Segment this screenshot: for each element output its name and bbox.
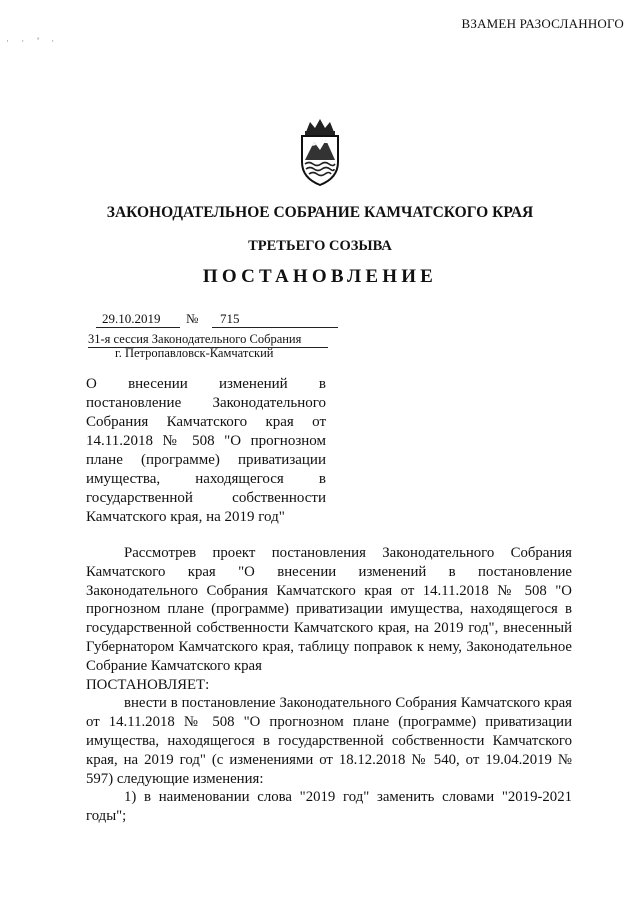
coat-of-arms-icon	[296, 116, 344, 188]
preamble-paragraph: Рассмотрев проект постановления Законодательного Собрания Камчатского края "О внесении изменений в постановление Законодательного Собрания Камчатского края от 14.11.2018 № 508 "О прогнозном плане (программе) приватизации имущества, находящегося в государственной собственности Камчатского края, на 2019 год", внесенный Губернатором Камчатского края, таблицу поправок к нему, Законодательное Собрание Камчатского края	[86, 545, 572, 674]
number-sign: №	[186, 311, 199, 326]
document-body	[86, 544, 572, 826]
convocation-title: ТРЕТЬЕГО СОЗЫВА	[248, 238, 392, 254]
item-1-paragraph: 1) в наименовании слова "2019 год" заменить словами "2019-2021 годы";	[86, 789, 572, 825]
main-paragraph: внести в постановление Законодательного Собрания Камчатского края от 14.11.2018 № 508 "О прогнозном плане (программе) приватизации имущества, находящегося в государственной собственности Камчатского края, на 2019 год" (с изменениями от 18.12.2018 № 540, от 19.04.2019 № 597) следующие изменения:	[86, 695, 572, 787]
document-subject: О внесении изменений в постановление Законодательного Собрания Камчатского края от 14.11.2018 № 508 "О прогнозном плане (программе) приватизации имущества, находящегося в государственной собственности Камчатского края, на 2019 год"	[86, 376, 326, 525]
document-type: ПОСТАНОВЛЕНИЕ	[202, 266, 438, 287]
scan-specks: · · ’ ·	[6, 36, 60, 46]
city-line: г. Петропавловск-Камчатский	[115, 346, 274, 360]
document-date: 29.10.2019	[96, 311, 180, 328]
organization-title: ЗАКОНОДАТЕЛЬНОЕ СОБРАНИЕ КАМЧАТСКОГО КРАЯ	[106, 204, 534, 221]
session-line: 31-я сессия Законодательного Собрания	[88, 332, 328, 348]
decides-heading: ПОСТАНОВЛЯЕТ:	[86, 676, 210, 693]
stamp-replacement: ВЗАМЕН РАЗОСЛАННОГО	[461, 16, 624, 31]
document-number: 715	[212, 311, 338, 328]
